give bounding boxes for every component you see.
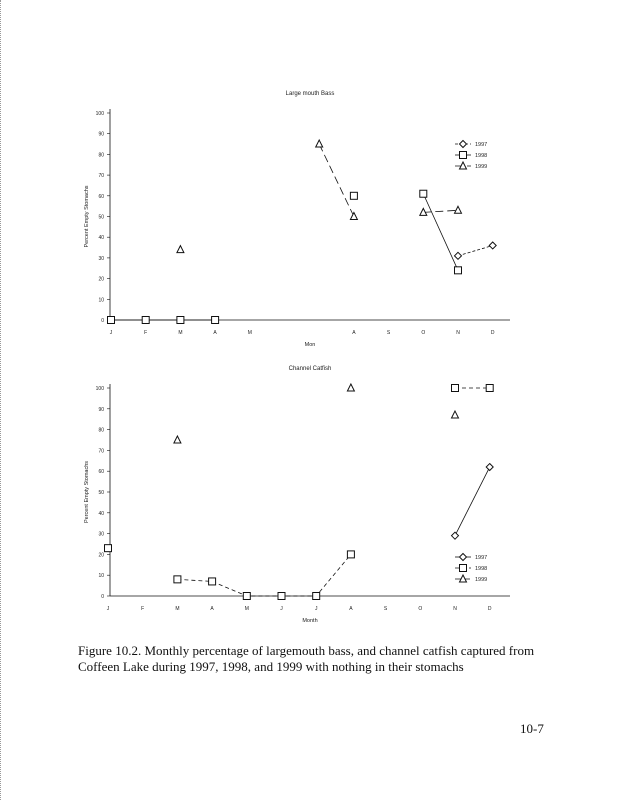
bass-y-tick-label: 60 bbox=[98, 193, 104, 200]
bass-series-1999-point bbox=[350, 213, 357, 220]
catfish-x-tick-label: D bbox=[487, 606, 492, 612]
largemouth-bass-chart bbox=[0, 80, 618, 360]
bass-series-1999-line bbox=[319, 144, 354, 216]
catfish-series-1998-point bbox=[278, 593, 285, 600]
catfish-legend-label: 1999 bbox=[475, 577, 488, 583]
catfish-series-1997-point bbox=[486, 464, 493, 471]
catfish-x-axis-label: Month bbox=[302, 618, 318, 624]
bass-legend-swatch-marker bbox=[460, 162, 467, 169]
bass-title: Large mouth Bass bbox=[285, 91, 335, 97]
catfish-y-tick-label: 50 bbox=[98, 490, 104, 496]
catfish-y-tick-label: 60 bbox=[98, 469, 104, 476]
bass-series-1998-point bbox=[108, 317, 115, 324]
page-number: 10-7 bbox=[520, 721, 544, 736]
bass-x-tick-label: A bbox=[352, 330, 356, 336]
catfish-series-1998-point bbox=[486, 385, 493, 392]
bass-series-1998-point bbox=[350, 192, 357, 199]
catfish-y-tick-label: 0 bbox=[101, 594, 104, 600]
bass-series-1997-point bbox=[455, 252, 462, 259]
bass-x-tick-label: S bbox=[386, 330, 391, 336]
catfish-series-1997-line bbox=[455, 467, 490, 536]
bass-y-tick-label: 40 bbox=[98, 235, 104, 242]
catfish-y-axis-label: Percent Empty Stomachs bbox=[84, 460, 90, 524]
bass-series-1998-line bbox=[423, 194, 458, 271]
channel-catfish-chart bbox=[0, 360, 618, 630]
bass-y-tick-label: 30 bbox=[98, 255, 104, 262]
catfish-y-tick-label: 20 bbox=[98, 552, 104, 559]
bass-legend-label: 1997 bbox=[475, 142, 488, 148]
bass-series-1998-point bbox=[177, 317, 184, 324]
catfish-series-1999-point bbox=[452, 411, 459, 418]
bass-y-axis-label: Percent Empty Stomachs bbox=[84, 185, 90, 248]
catfish-y-tick-label: 30 bbox=[98, 531, 104, 538]
figure-caption: Figure 10.2. Monthly percentage of largemouth bass, and channel catfish captured from Coffeen Lake during 1997, 1998, and 1999 with nothing in their stomachs bbox=[78, 643, 535, 674]
bass-x-tick-label: M bbox=[178, 330, 183, 336]
catfish-legend-swatch-marker bbox=[460, 575, 467, 582]
bass-x-tick-label: M bbox=[247, 330, 252, 336]
bass-series-1998-point bbox=[212, 317, 219, 324]
channel-catfish-chart-svg bbox=[0, 360, 618, 630]
bass-y-tick-label: 20 bbox=[98, 276, 104, 283]
bass-legend-label: 1998 bbox=[475, 153, 488, 159]
bass-series-1998-point bbox=[455, 267, 462, 274]
bass-y-tick-label: 10 bbox=[98, 297, 104, 304]
bass-series-1997-line bbox=[458, 245, 493, 255]
catfish-legend-label: 1997 bbox=[475, 555, 488, 561]
catfish-series-1999-point bbox=[347, 384, 354, 391]
catfish-title: Channel Catfish bbox=[288, 366, 332, 372]
catfish-y-tick-label: 90 bbox=[98, 406, 104, 413]
bass-series-1999-line bbox=[423, 210, 458, 212]
bass-x-tick-label: N bbox=[456, 330, 460, 336]
bass-legend-swatch-marker bbox=[460, 141, 467, 148]
catfish-x-tick-label: N bbox=[453, 606, 457, 612]
catfish-x-tick-label: J bbox=[314, 606, 318, 612]
bass-series-1999-point bbox=[455, 206, 462, 213]
catfish-x-tick-label: A bbox=[349, 606, 353, 612]
catfish-x-tick-label: J bbox=[106, 606, 110, 612]
bass-legend-swatch-marker bbox=[460, 152, 467, 159]
catfish-series-1998-point bbox=[313, 593, 320, 600]
catfish-x-tick-label: S bbox=[383, 606, 388, 612]
catfish-x-tick-label: F bbox=[141, 606, 145, 612]
bass-y-tick-label: 90 bbox=[98, 131, 104, 138]
bass-series-1997-point bbox=[489, 242, 496, 249]
bass-x-axis-label: Mon bbox=[304, 342, 316, 348]
catfish-x-tick-label: O bbox=[418, 606, 423, 612]
catfish-legend-label: 1998 bbox=[475, 566, 488, 572]
bass-x-tick-label: A bbox=[213, 330, 217, 336]
bass-x-tick-label: J bbox=[109, 330, 113, 336]
bass-legend-label: 1999 bbox=[475, 164, 488, 170]
catfish-series-1998-point bbox=[243, 593, 250, 600]
catfish-series-1998-point bbox=[174, 576, 181, 583]
catfish-y-tick-label: 80 bbox=[98, 427, 104, 434]
largemouth-bass-chart-svg bbox=[0, 80, 618, 360]
bass-series-1999-point bbox=[177, 246, 184, 253]
catfish-legend-swatch-marker bbox=[460, 554, 467, 561]
bass-x-tick-label: O bbox=[421, 330, 426, 336]
bass-series-1998-point bbox=[420, 190, 427, 197]
catfish-series-1997-point bbox=[452, 532, 459, 539]
catfish-y-tick-label: 70 bbox=[98, 448, 104, 455]
catfish-x-tick-label: M bbox=[244, 606, 249, 612]
catfish-series-1998-point bbox=[105, 545, 112, 552]
catfish-y-tick-label: 10 bbox=[98, 573, 104, 580]
bass-y-tick-label: 100 bbox=[95, 111, 104, 117]
catfish-series-1999-point bbox=[174, 436, 181, 443]
catfish-x-tick-label: J bbox=[280, 606, 283, 612]
catfish-series-1998-point bbox=[347, 551, 354, 558]
catfish-series-1998-line bbox=[177, 554, 351, 596]
bass-x-tick-label: D bbox=[490, 330, 495, 336]
bass-y-tick-label: 80 bbox=[98, 152, 104, 159]
bass-y-tick-label: 70 bbox=[98, 173, 104, 180]
catfish-x-tick-label: M bbox=[175, 606, 180, 612]
catfish-legend-swatch-marker bbox=[460, 565, 467, 572]
bass-y-tick-label: 50 bbox=[98, 214, 104, 221]
catfish-y-tick-label: 100 bbox=[95, 386, 104, 392]
catfish-series-1998-point bbox=[452, 385, 459, 392]
catfish-x-tick-label: A bbox=[210, 606, 214, 612]
bass-y-tick-label: 0 bbox=[101, 318, 104, 324]
bass-series-1999-point bbox=[316, 140, 323, 147]
catfish-y-tick-label: 40 bbox=[98, 510, 104, 517]
catfish-series-1998-point bbox=[209, 578, 216, 585]
bass-x-tick-label: F bbox=[144, 330, 148, 336]
bass-series-1998-point bbox=[142, 317, 149, 324]
